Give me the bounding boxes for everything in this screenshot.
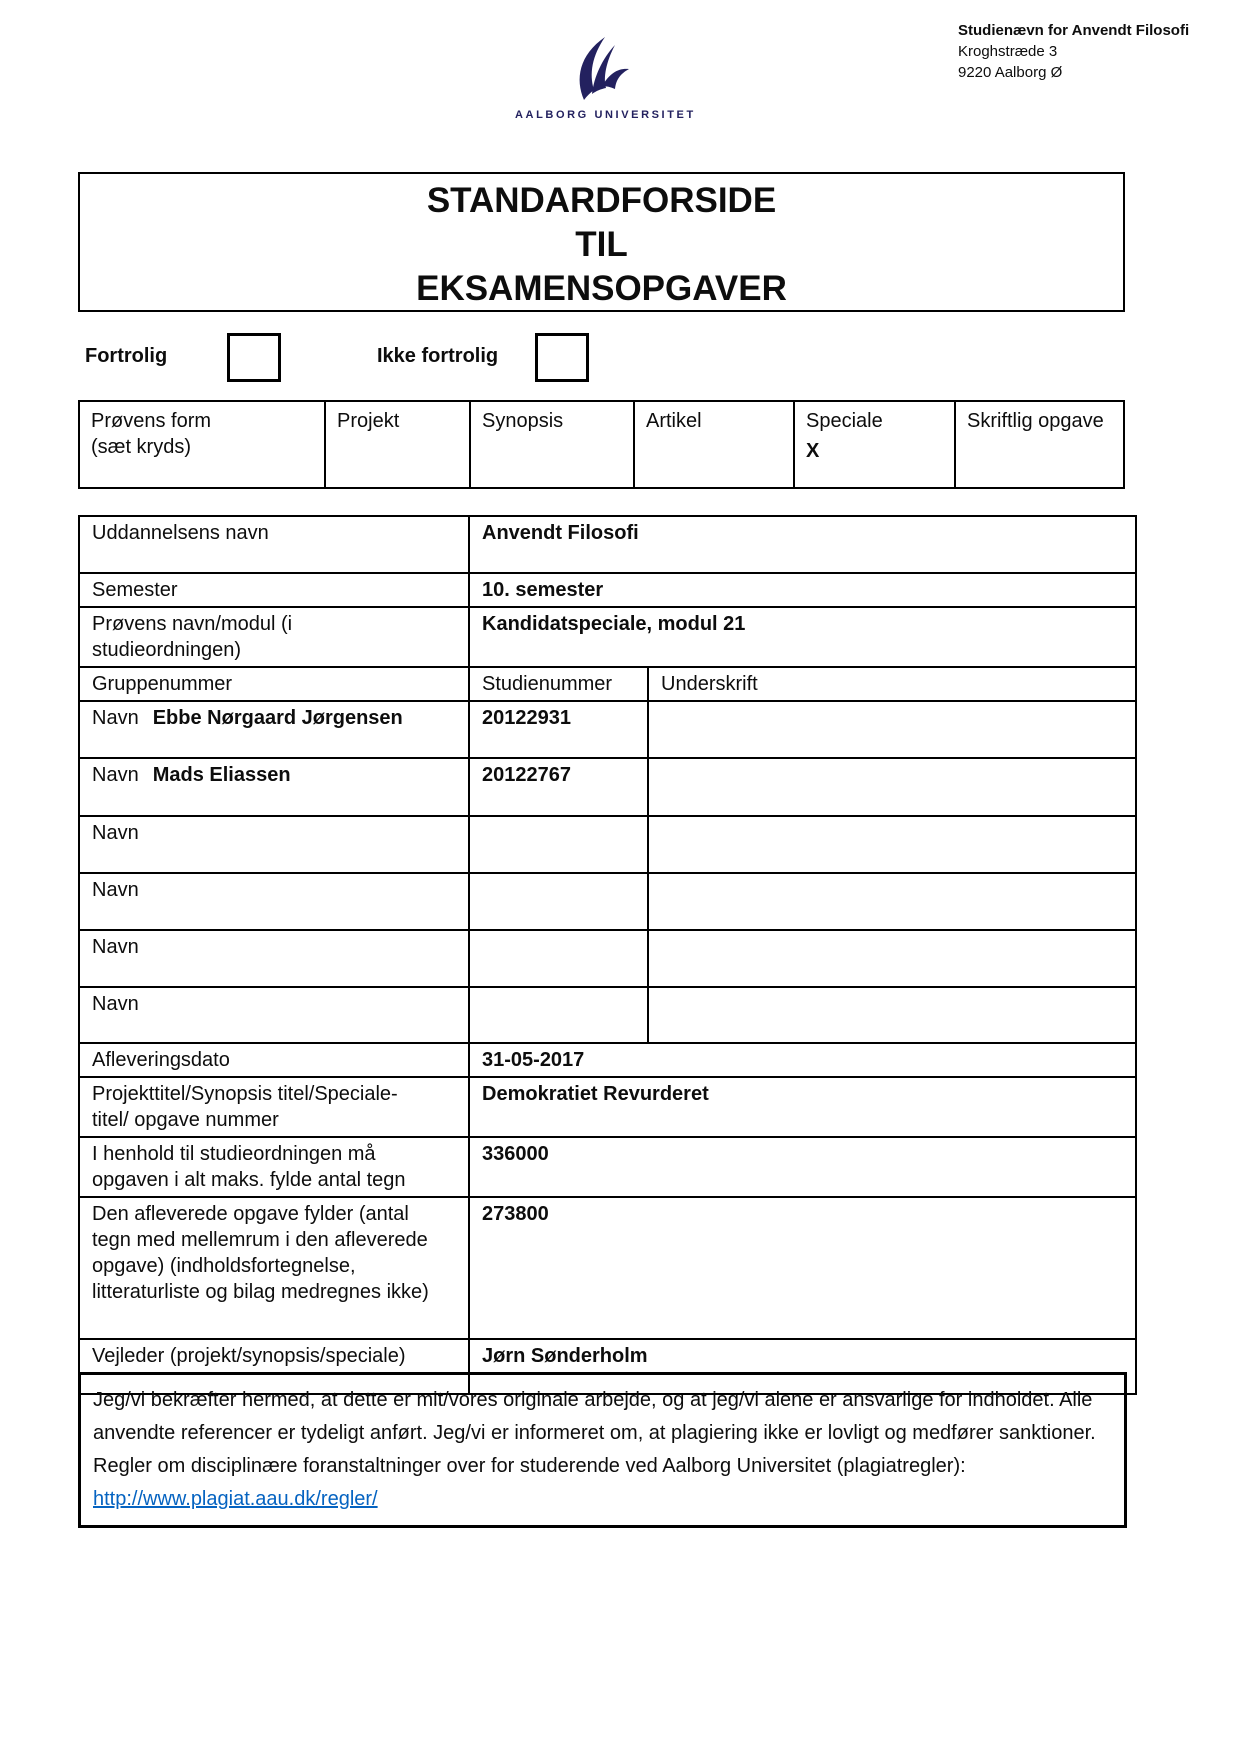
- option-speciale-mark: X: [806, 440, 820, 462]
- option-synopsis-label: Synopsis: [482, 410, 564, 432]
- aau-logo: [515, 36, 696, 121]
- submission-date-label: Afleveringsdato: [79, 1043, 469, 1077]
- submission-date-value: 31-05-2017: [469, 1043, 1136, 1077]
- row-opgave-fylder: [79, 1197, 1136, 1339]
- name-cell-1: [79, 701, 469, 758]
- name-cell-2: [79, 758, 469, 816]
- name-cell-5: [79, 930, 469, 987]
- row-navn-2: [79, 758, 1136, 816]
- confidential-checkbox[interactable]: [227, 333, 281, 382]
- title-line-2: TIL: [575, 225, 628, 264]
- name-cell-3: [79, 816, 469, 873]
- option-skriftlig-label: Skriftlig opgave: [967, 410, 1104, 432]
- module-label: Prøvens navn/modul (i studieordningen): [79, 607, 469, 667]
- supervisor-value: Jørn Sønderholm: [469, 1339, 1136, 1394]
- max-chars-value: 336000: [469, 1137, 1136, 1197]
- exam-form-row: [79, 401, 1124, 488]
- signature-cell-5: [648, 930, 1136, 987]
- confidential-label: Fortrolig: [85, 345, 168, 367]
- title-box: [78, 172, 1125, 312]
- name-value-2: Mads Eliassen: [152, 764, 291, 786]
- student-number-3: [469, 816, 648, 873]
- supervisor-label: Vejleder (projekt/synopsis/speciale): [79, 1339, 469, 1394]
- signature-cell-3: [648, 816, 1136, 873]
- address-line-2: 9220 Aalborg Ø: [958, 64, 1063, 81]
- option-speciale-label: Speciale: [806, 410, 883, 432]
- row-navn-6: [79, 987, 1136, 1043]
- info-table: [78, 515, 1137, 1395]
- group-number-label: Gruppenummer: [79, 667, 469, 701]
- signature-cell-6: [648, 987, 1136, 1043]
- student-number-6: [469, 987, 648, 1043]
- signature-cell-4: [648, 873, 1136, 930]
- aau-logo-caption: AALBORG UNIVERSITET: [515, 109, 696, 121]
- module-value: Kandidatspeciale, modul 21: [469, 607, 1136, 667]
- row-gruppenummer: [79, 667, 1136, 701]
- not-confidential-label: Ikke fortrolig: [377, 345, 499, 367]
- row-afleveringsdato: [79, 1043, 1136, 1077]
- name-label-6: Navn: [92, 993, 139, 1015]
- student-number-1: 20122931: [469, 701, 648, 758]
- name-label-2: Navn: [92, 764, 139, 786]
- name-label-1: Navn: [92, 707, 139, 729]
- exam-form-table: [78, 400, 1125, 489]
- student-number-4: [469, 873, 648, 930]
- project-title-label: Projekttitel/Synopsis titel/Speciale-titel/ opgave nummer: [79, 1077, 469, 1137]
- study-board-address: [958, 20, 1189, 83]
- option-artikel-cell: [634, 401, 794, 488]
- signature-header: Underskrift: [648, 667, 1136, 701]
- option-projekt-cell: [325, 401, 470, 488]
- row-semester: [79, 573, 1136, 607]
- plagiat-rules-link[interactable]: http://www.plagiat.aau.dk/regler/: [93, 1488, 378, 1510]
- signature-cell-2: [648, 758, 1136, 816]
- option-artikel-label: Artikel: [646, 410, 702, 432]
- max-chars-label: I henhold til studieordningen må opgaven i alt maks. fylde antal tegn: [79, 1137, 469, 1197]
- exam-form-header-cell: [79, 401, 325, 488]
- option-skriftlig-cell: [955, 401, 1124, 488]
- row-navn-3: [79, 816, 1136, 873]
- actual-chars-value: 273800: [469, 1197, 1136, 1339]
- row-navn-4: [79, 873, 1136, 930]
- option-speciale-cell: [794, 401, 955, 488]
- education-label: Uddannelsens navn: [79, 516, 469, 573]
- option-projekt-label: Projekt: [337, 410, 400, 432]
- name-label-4: Navn: [92, 879, 139, 901]
- row-uddannelsens-navn: [79, 516, 1136, 573]
- plagiarism-declaration-box: [78, 1372, 1127, 1528]
- title-line-1: STANDARDFORSIDE: [426, 181, 777, 220]
- student-number-2: 20122767: [469, 758, 648, 816]
- row-provens-navn: [79, 607, 1136, 667]
- row-navn-5: [79, 930, 1136, 987]
- signature-cell-1: [648, 701, 1136, 758]
- option-synopsis-cell: [470, 401, 634, 488]
- not-confidential-checkbox[interactable]: [535, 333, 589, 382]
- project-title-value: Demokratiet Revurderet: [469, 1077, 1136, 1137]
- student-number-5: [469, 930, 648, 987]
- semester-label: Semester: [79, 573, 469, 607]
- row-maks-tegn: [79, 1137, 1136, 1197]
- semester-value: 10. semester: [469, 573, 1136, 607]
- student-number-header: Studienummer: [469, 667, 648, 701]
- exam-form-label: Prøvens form: [91, 410, 212, 432]
- study-board-name: Studienævn for Anvendt Filosofi: [958, 22, 1190, 39]
- row-navn-1: [79, 701, 1136, 758]
- confidentiality-row: [78, 333, 1125, 385]
- name-label-5: Navn: [92, 936, 139, 958]
- name-cell-4: [79, 873, 469, 930]
- address-line-1: Kroghstræde 3: [958, 43, 1058, 60]
- exam-form-sublabel: (sæt kryds): [91, 436, 191, 458]
- name-value-1: Ebbe Nørgaard Jørgensen: [152, 707, 403, 729]
- name-label-3: Navn: [92, 822, 139, 844]
- declaration-text: Jeg/vi bekræfter hermed, at dette er mit/vores originale arbejde, og at jeg/vi alene er ansvarlige for indholdet. Alle anvendte referencer er tydeligt anført. Jeg/vi er informeret om, at plagiering ikke er lovligt og medfører sanktioner. Regler om disciplinære foranstaltninger over for studerende ved Aalborg Universitet (plagiatregler):: [93, 1389, 1096, 1477]
- actual-chars-label: Den afleverede opgave fylder (antal tegn med mellemrum i den afleverede opgave) (indholdsfortegnelse, litteraturliste og bilag medregnes ikke): [79, 1197, 469, 1339]
- education-value: Anvendt Filosofi: [469, 516, 1136, 573]
- row-projekttitel: [79, 1077, 1136, 1137]
- aau-swoosh-icon: [570, 36, 630, 102]
- title-line-3: EKSAMENSOPGAVER: [416, 269, 787, 308]
- name-cell-6: [79, 987, 469, 1043]
